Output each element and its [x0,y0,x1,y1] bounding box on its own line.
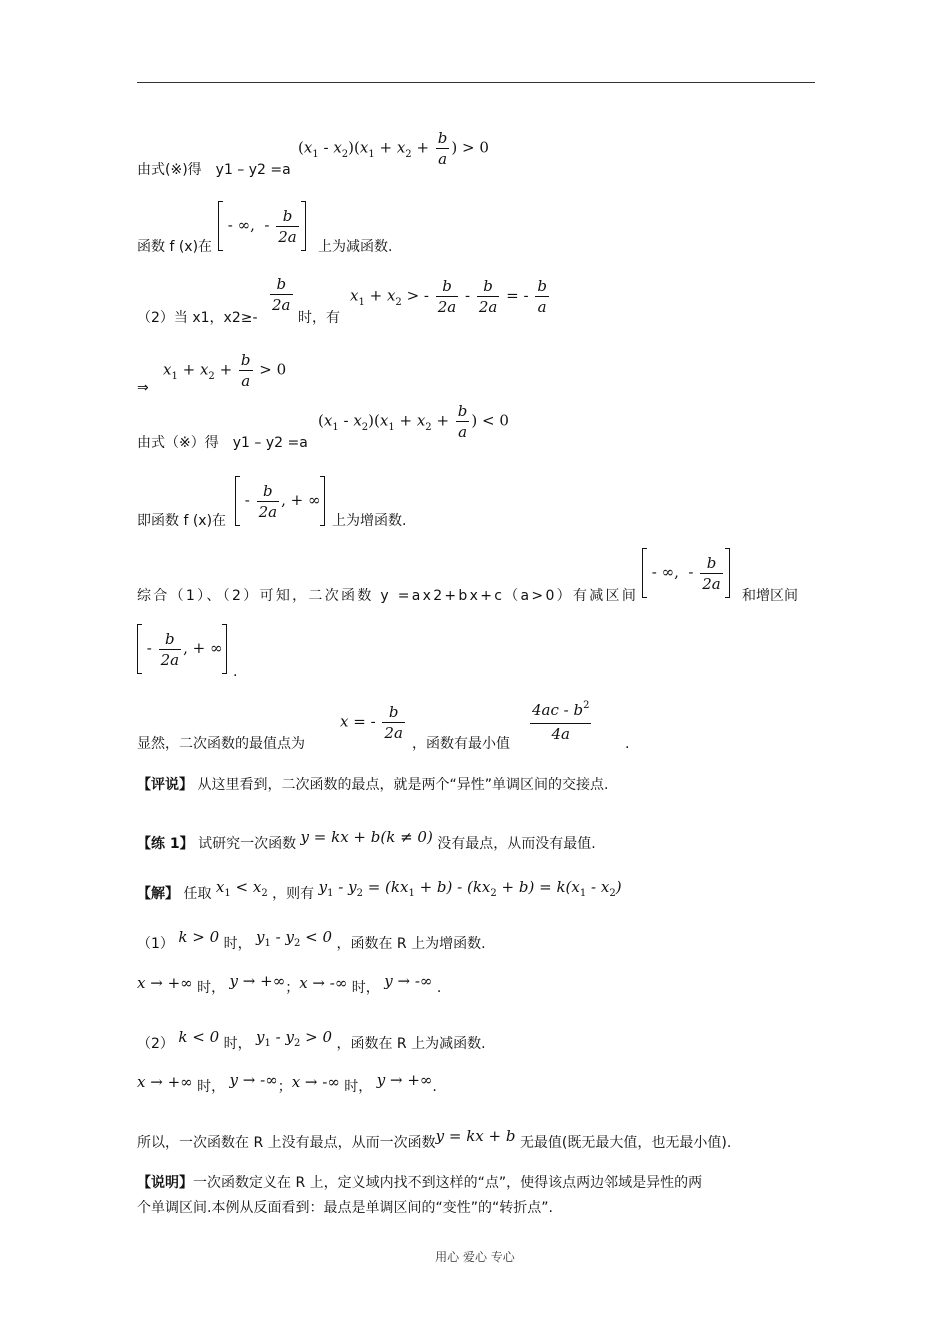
conclusion-line [137,1127,732,1153]
math-y-difference: $y_1 - y_2 < 0$ [256,928,333,949]
text: 时， [197,980,226,996]
comment-tag: 【评说】 [137,777,193,793]
text-line: . [233,664,238,680]
text: . [432,1079,437,1095]
note-text-line-2: 个单调区间.本例从反面看到：最点是单调区间的“变性”的“转折点”. [137,1200,553,1216]
page-footer: 用心 爱心 专心 [435,1250,515,1264]
solution-tag: 【解】 [137,886,179,902]
text: ； [277,1079,292,1095]
note-tag: 【说明】 [137,1175,193,1191]
math-fraction: $\frac{b}{2a}$ [272,275,291,314]
text-line: 由式(※)得 y1 – y2 =a [137,162,291,178]
solution-text: 任取 [183,886,212,902]
math-limit: x → +∞ [137,974,193,992]
comment-text: 从这里看到，二次函数的最点，就是两个“异性”单调区间的交接点. [197,777,609,793]
math-limit: y → -∞ [384,972,433,990]
text: 所以，一次函数在 R 上没有最点，从而一次函数 [137,1135,436,1151]
math-linear-function: y = kx + b(k ≠ 0) [300,828,433,846]
case-1-limits [137,972,442,998]
text-line: 综合（1）、（2）可知，二次函数 y =ax2+bx+c（a>0）有减区间 [137,588,639,604]
math-inequality: $(x_1 - x_2)(x_1 + x_2$ + $\frac{b}{a}$ ) > 0 [298,129,489,168]
text: 时， [223,936,252,952]
solution-paragraph [137,878,622,906]
solution-text: ，则有 [272,886,315,902]
text: 时， [351,980,380,996]
math-inequality: $x_1 + x_2$ > - $\frac{b}{2a}$ - $\frac{b}{2a}$ = - $\frac{b}{a}$ [350,277,547,316]
text: 无最值(既无最大值，也无最小值). [519,1135,732,1151]
text: 时， [223,1036,252,1052]
math-y-difference: $y_1 - y_2 > 0$ [256,1028,333,1049]
text: 时， [344,1079,373,1095]
text: ，函数在 R 上为减函数. [336,1036,486,1052]
math-limit: x → -∞ [291,1073,340,1091]
text-line: 函数 f (x)在 [137,239,213,255]
text-line: （2）当 x1，x2≥- [137,310,258,326]
math-limit: x → +∞ [137,1073,193,1091]
math-difference: $y_1 - y_2 = (kx_1 + b) - (kx_2 + b) = k(x_1 - x_2)$ [318,878,622,899]
text-line: 上为减函数. [318,239,393,255]
text: 时， [197,1079,226,1095]
math-k-negative: k < 0 [178,1028,220,1046]
math-limit: y → -∞ [229,1071,278,1089]
case-2-limits [137,1071,437,1097]
header-rule [137,82,815,83]
math-inequality: $(x_1 - x_2)(x_1 + x_2$ + $\frac{b}{a}$ ) < 0 [318,402,509,441]
math-limit: x → -∞ [299,974,348,992]
math-x-order: $x_1 < x_2$ [215,878,268,899]
note-paragraph [137,1173,702,1193]
text-line: 显然，二次函数的最值点为 [137,736,305,752]
case-label: （2） [137,1036,174,1052]
text: ，函数在 R 上为增函数. [336,936,486,952]
math-min-value: $\frac{4ac - b^2}{4a}$ [532,700,590,743]
text: ； [285,980,300,996]
math-interval-decreasing: - ∞, - $\frac{b}{2a}$ [642,548,730,598]
text-line: ，函数有最小值 [412,736,510,752]
math-limit: y → +∞ [376,1071,433,1089]
case-label: （1） [137,936,174,952]
text-line: . [625,736,630,752]
text: . [436,980,442,996]
math-linear-function: y = kx + b [435,1127,516,1145]
text-line: 即函数 f (x)在 [137,513,227,529]
text-line: 和增区间 [742,588,798,604]
math-interval-increasing: - $\frac{b}{2a}$ , + ∞ [235,476,325,526]
exercise-text: 没有最点，从而没有最值. [437,836,596,852]
math-interval-decreasing: - ∞, - $\frac{b}{2a}$ [218,201,306,251]
exercise-text: 试研究一次函数 [198,836,297,852]
text-line: ⇒ [137,380,149,396]
text-line: 时，有 [298,310,340,326]
math-vertex-x: x = - $\frac{b}{2a}$ [340,703,403,742]
note-text: 一次函数定义在 R 上，定义域内找不到这样的“点”，使得该点两边邻域是异性的两 [193,1175,703,1191]
comment-paragraph [137,775,608,795]
text-line: 上为增函数. [332,513,407,529]
case-1-line [137,928,486,956]
math-inequality: $x_1 + x_2$ + $\frac{b}{a}$ > 0 [163,351,287,390]
case-2-line [137,1028,486,1056]
math-k-positive: k > 0 [178,928,220,946]
text-line: 由式（※）得 y1 – y2 =a [137,435,308,451]
exercise-paragraph [137,828,596,854]
math-limit: y → +∞ [229,972,286,990]
math-interval-increasing: - $\frac{b}{2a}$ , + ∞ [137,624,227,674]
exercise-tag: 【练 1】 [137,836,194,852]
